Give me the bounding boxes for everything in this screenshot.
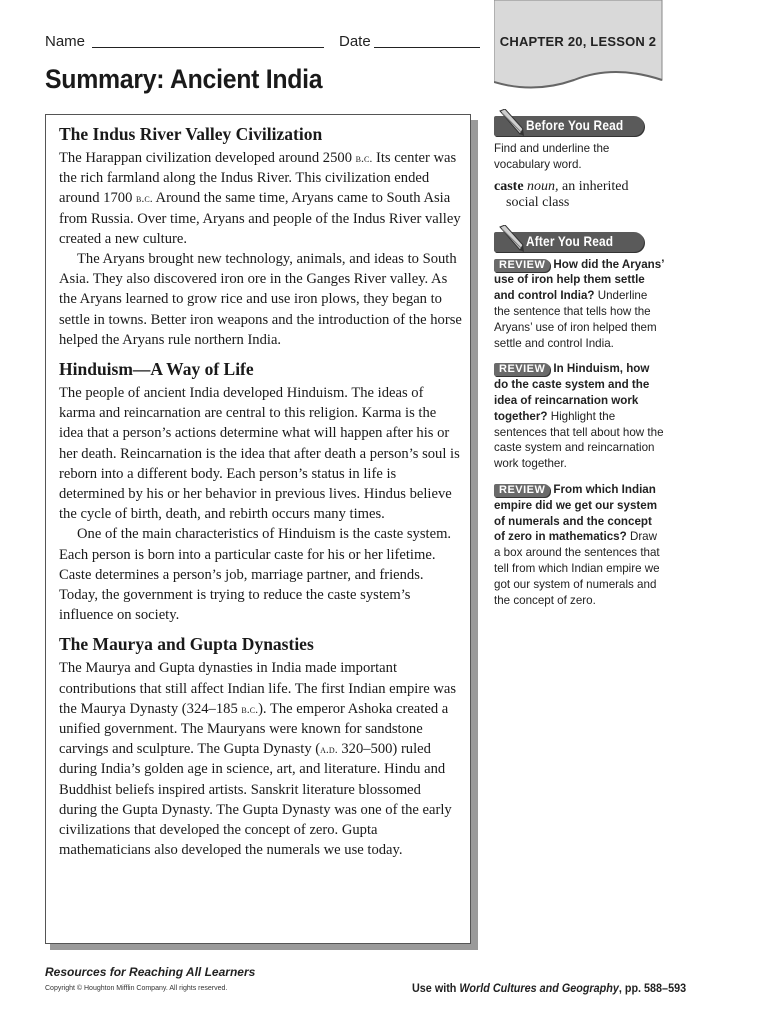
chapter-tab xyxy=(494,0,664,92)
section-hinduism xyxy=(59,358,462,625)
vocab-term: caste xyxy=(494,178,524,194)
paragraph: The people of ancient India developed Hinduism. The ideas of karma and reincarnation are central to this religion. Karma is the idea that a person’s actions determine what will happen after his or her death. Reincarnation is the idea that after death a person’s soul is reborn into a different body. Each person’s status in life is determined by his or her behavior in previous lives. Hindus believe the cycle of birth, death, and rebirth occurs many times. xyxy=(59,385,460,523)
before-you-read-label: Before You Read xyxy=(526,117,624,133)
section-heading: Hinduism—A Way of Life xyxy=(59,359,254,380)
section-maurya-gupta xyxy=(59,633,462,860)
review-badge: REVIEW xyxy=(494,484,550,497)
review-badge: REVIEW xyxy=(494,363,550,376)
summary-content xyxy=(59,123,462,869)
paragraph: The Harappan civilization developed around 2500 b.c. Its center was the rich farmland along the Indus River. This civilization ended around 1700 b.c. Around the same time, Aryans came to South Asia from Russia. Over time, Aryans and people of the Indus River valley created a new culture. xyxy=(59,150,461,247)
after-you-read-label: After You Read xyxy=(526,232,614,249)
pencil-icon xyxy=(496,109,526,137)
before-you-read-banner xyxy=(494,113,644,137)
name-field-line[interactable] xyxy=(92,47,324,48)
date-label: Date xyxy=(339,33,371,50)
paragraph: The Aryans brought new technology, animals, and ideas to South Asia. They also discovered iron ore in the Ganges River valley. As the Aryans learned to grow rice and use iron plows, they began to settle in towns. Better iron weapons and the introduction of the horse helped the Aryans rule northern India. xyxy=(59,251,462,348)
section-heading: The Maurya and Gupta Dynasties xyxy=(59,634,314,655)
review-question: REVIEW From which Indian empire did we get our system of numerals and the concept of zero in mathematics? Draw a box around the sentences that tell from which Indian empire we got our system of numerals and the concept of zero. xyxy=(494,482,660,607)
paragraph: The Maurya and Gupta dynasties in India made important contributions that still affect Indian life. The first Indian empire was the Maurya Dynasty (324–185 b.c.). The emperor Ashoka created a unified government. The Mauryans were known for sandstone carvings and sculpture. The Gupta Dynasty (a.d. 320–500) ruled during India’s golden age in science, art, and literature. Hindu and Buddhist beliefs inspired artists. Sanskrit literature blossomed during the Gupta Dynasty. The Gupta Dynasty was one of the early civilizations that developed the concept of zero. Gupta mathematicians also developed the numerals we use today. xyxy=(59,660,457,859)
after-you-read-banner xyxy=(494,229,644,253)
summary-box xyxy=(45,114,471,944)
before-instruction: Find and underline the vocabulary word. xyxy=(494,142,610,171)
sidebar xyxy=(494,113,664,618)
section-heading: The Indus River Valley Civilization xyxy=(59,124,323,144)
review-question: REVIEW In Hinduism, how do the caste system and the idea of reincarnation work together? Highlight the sentences that tell about how the caste system and reincarnation work together. xyxy=(494,362,664,471)
footer-resources-label: Resources for Reaching All Learners xyxy=(45,965,256,979)
review-badge: REVIEW xyxy=(494,259,550,272)
vocab-entry: caste noun, an inherited social class xyxy=(494,178,629,210)
name-label: Name xyxy=(45,33,86,50)
footer-use-with: Use with World Cultures and Geography, pp. 588–593 xyxy=(412,981,687,995)
paragraph: One of the main characteristics of Hinduism is the caste system. Each person is born into a particular caste for his or her lifetime. Caste determines a person’s job, marriage partner, and friends. Today, the government is trying to reduce the caste system’s influence on society. xyxy=(59,526,452,624)
section-indus xyxy=(59,123,462,350)
copyright-notice: Copyright © Houghton Mifflin Company. All rights reserved. xyxy=(45,985,228,992)
review-question: REVIEW How did the Aryans’ use of iron help them settle and control India? Underline the sentence that tells how the Aryans’ use of iron helped them settle and control India. xyxy=(494,257,664,350)
chapter-label: CHAPTER 20, LESSON 2 xyxy=(499,34,657,49)
page-title: Summary: Ancient India xyxy=(45,64,323,94)
date-field-line[interactable] xyxy=(374,47,480,48)
pencil-icon xyxy=(496,225,526,253)
